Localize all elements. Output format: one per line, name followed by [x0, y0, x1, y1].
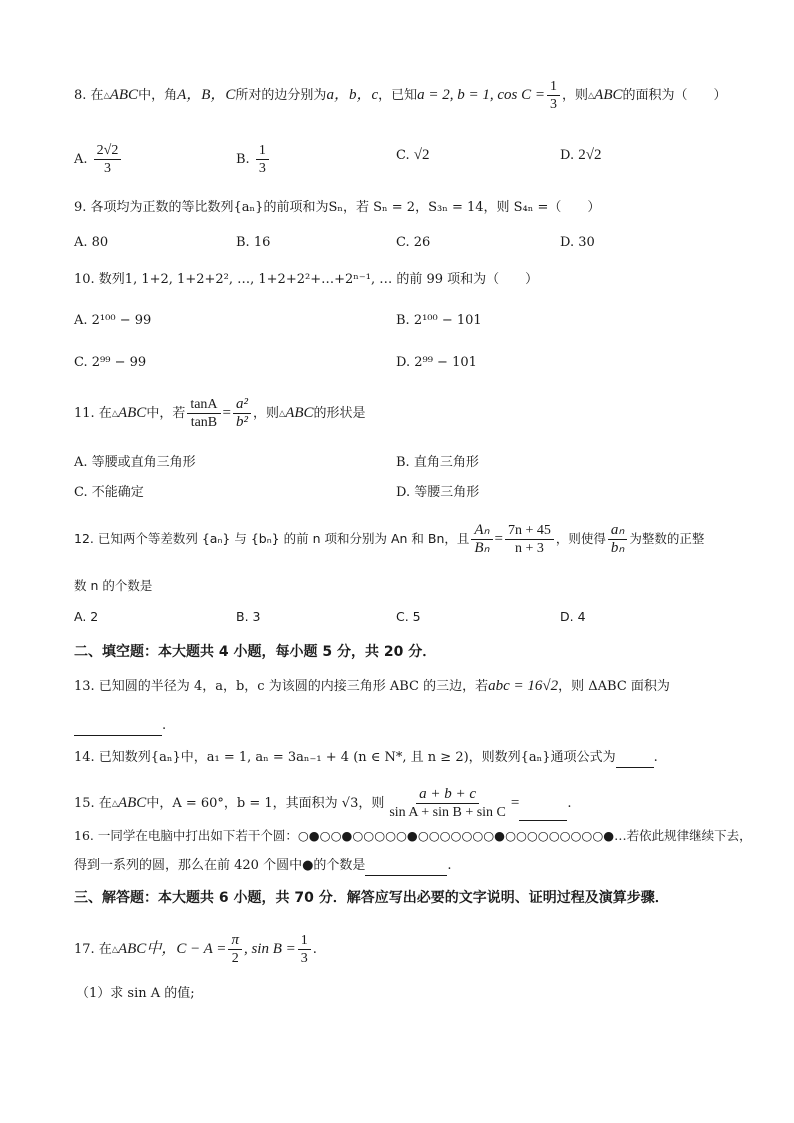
q9-option-d[interactable]: D. 30 [560, 235, 595, 250]
q9-stem: 9. 各项均为正数的等比数列{aₙ}的前项和为Sₙ，若 Sₙ = 2，S₃ₙ = 14，则 S₄ₙ =（ ） [74, 200, 601, 215]
q12-option-c[interactable]: C. 5 [396, 609, 421, 624]
q16-stem: 16. 一同学在电脑中打出如下若干个圆：○●○○●○○○○○●○○○○○○○●○○○○○○○○○●…若依此规律继续下去， [74, 828, 752, 843]
q12-option-b[interactable]: B. 3 [236, 609, 261, 624]
section-fill-in-heading: 二、填空题：本大题共 4 小题，每小题 5 分，共 20 分． [74, 644, 437, 660]
q8-option-d[interactable]: D. 2√2 [560, 147, 602, 163]
q11-option-c[interactable]: C. 不能确定 [74, 485, 144, 500]
q13-answer-blank[interactable] [74, 719, 162, 736]
q10-option-c[interactable]: C. 2⁹⁹ − 99 [74, 355, 147, 370]
q14-answer-blank[interactable] [616, 751, 654, 768]
q13-answer-line: . [74, 716, 754, 736]
q10-options-row1 [74, 310, 764, 334]
q8-option-b[interactable]: B. $\frac{1}{3}$ [236, 142, 271, 177]
q16-answer-blank[interactable] [365, 859, 447, 876]
q8-stem: 8. 在△ABC中，角A，B，C所对的边分别为a，b，c，已知a = 2, b = 1, cos C = $\frac{1}{3}$ ，则△ABC的面积为（ ） [74, 79, 727, 112]
q8-option-c[interactable]: C. √2 [396, 147, 430, 163]
q11-options-row2 [74, 482, 764, 506]
q9-option-c[interactable]: C. 26 [396, 235, 431, 250]
q12-options [74, 606, 764, 630]
q12-stem: 12. 已知两个等差数列 {aₙ} 与 {bₙ} 的前 n 项和分别为 An 和 Bn，且 $\frac{\text{Aₙ}}{\text{Bₙ}}$ = $\frac{7n + 45}{n + 3}$ ，则使得 $\frac{\text{aₙ}}{\text{bₙ}}$ 为整数的正整 [74, 522, 705, 556]
triangle-symbol: △ [103, 90, 110, 100]
q10-stem: 10. 数列1, 1+2, 1+2+2², …, 1+2+2²+…+2ⁿ⁻¹, … 的前 99 项和为（ ） [74, 272, 539, 287]
q17-stem: 17. 在△ABC中，C − A = $\frac{\pi}{2}$ , sin B = $\frac{1}{3}$ . [74, 932, 317, 966]
q12-stem-cont: 数 n 的个数是 [74, 578, 153, 593]
q14-stem: 14. 已知数列{aₙ}中，a₁ = 1, aₙ = 3aₙ₋₁ + 4 (n ∈ N*, 且 n ≥ 2)，则数列{aₙ}通项公式为 . [74, 748, 754, 768]
q15-answer-blank[interactable] [519, 804, 567, 821]
q11-option-a[interactable]: A. 等腰或直角三角形 [74, 455, 196, 470]
q15-stem: 15. 在△ABC中，A = 60°，b = 1，其面积为 √3，则 $\frac{a + b + c}{\text{sin A + sin B + sin C}}$ = . [74, 786, 572, 820]
q17-part1: （1）求 sin A 的值; [76, 986, 195, 1001]
q11-stem: 11. 在△ABC中，若 $\frac{\tan A}{\tan B}$ = $\frac{\text{a²}}{\text{b²}}$ ，则△ABC的形状是 [74, 396, 366, 430]
q11-options-row1 [74, 452, 764, 476]
q9-options [74, 232, 764, 256]
q8-options [74, 138, 764, 182]
q9-option-b[interactable]: B. 16 [236, 235, 271, 250]
q8-option-a[interactable]: A. $\frac{2√2}{3}$ [74, 142, 123, 177]
section-solution-heading: 三、解答题：本大题共 6 小题，共 70 分．解答应写出必要的文字说明、证明过程及演算步骤． [74, 890, 669, 906]
q12-option-a[interactable]: A. 2 [74, 609, 99, 624]
q12-option-d[interactable]: D. 4 [560, 609, 586, 624]
q8-fraction: $\frac{1}{3}$ [547, 78, 560, 113]
q10-options-row2 [74, 352, 764, 376]
q11-option-b[interactable]: B. 直角三角形 [396, 455, 479, 470]
q9-option-a[interactable]: A. 80 [74, 235, 109, 250]
q13-stem: 13. 已知圆的半径为 4，a，b，c 为该圆的内接三角形 ABC 的三边，若abc = 16√2，则 ΔABC 面积为 [74, 678, 670, 694]
q11-option-d[interactable]: D. 等腰三角形 [396, 485, 480, 500]
q10-option-d[interactable]: D. 2⁹⁹ − 101 [396, 355, 477, 370]
q10-option-b[interactable]: B. 2¹⁰⁰ − 101 [396, 313, 482, 328]
q16-stem-cont: 得到一系列的圆，那么在前 420 个圆中●的个数是 . [74, 856, 754, 876]
q10-option-a[interactable]: A. 2¹⁰⁰ − 99 [74, 313, 152, 328]
